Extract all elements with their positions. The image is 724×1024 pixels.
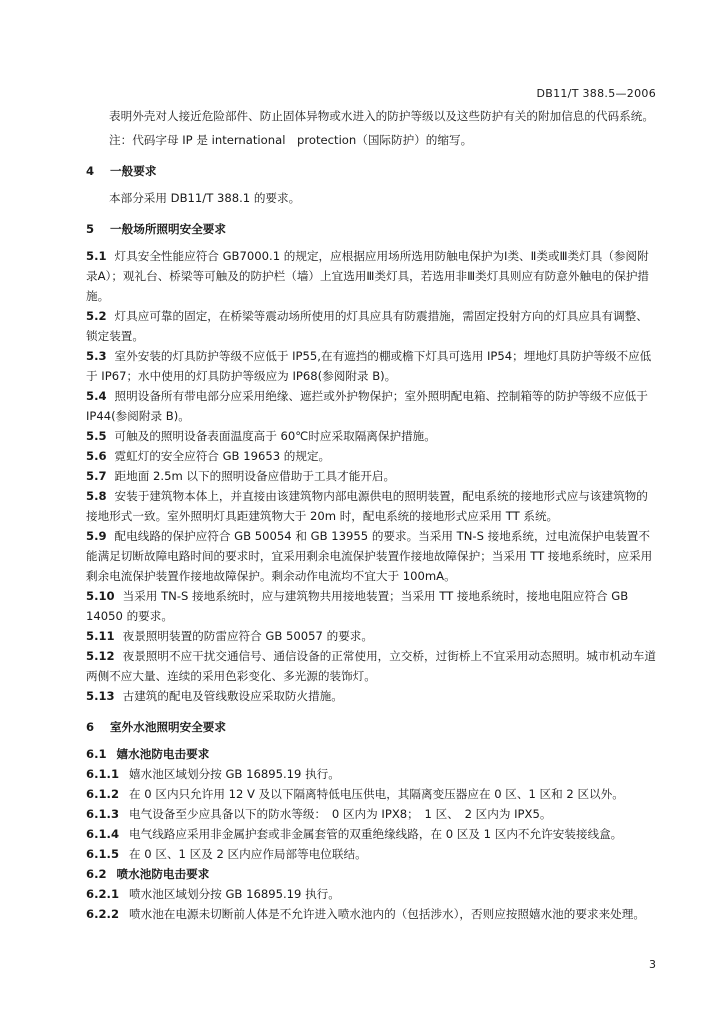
clause-6-1-3: 6.1.3 电气设备至少应具备以下的防水等级： 0 区内为 IPX8； 1 区、 2 区内为 IPX5。 — [86, 807, 552, 821]
section-title: 室外水池照明安全要求 — [110, 720, 226, 734]
intro-note: 注：代码字母 IP 是 international protection（国际防护）的缩写。 — [109, 133, 473, 147]
clause-5-5: 5.5 可触及的照明设备表面温度高于 60℃时应采取隔离保护措施。 — [86, 429, 436, 443]
clause-5-11: 5.11 夜景照明装置的防雷应符合 GB 50057 的要求。 — [86, 629, 373, 643]
clause-5-8: 5.8 安装于建筑物本体上，并直接由该建筑物内部电源供电的照明装置，配电系统的接地形式应与该建筑物的接地形式一致。室外照明灯具距建筑物大于 20m 时，配电系统的接地形式应采用 TT 系统。 — [86, 489, 648, 523]
clause-5-2: 5.2 灯具应可靠的固定，在桥梁等震动场所使用的灯具应具有防震措施，需固定投射方向的灯具应具有调整、锁定装置。 — [86, 309, 648, 343]
section-number: 5 — [86, 222, 95, 236]
clause-6-1-2: 6.1.2 在 0 区内只允许用 12 V 及以下隔离特低电压供电，其隔离变压器应在 0 区、1 区和 2 区以外。 — [86, 787, 624, 801]
section-6-heading — [86, 717, 656, 737]
clause-5-9: 5.9 配电线路的保护应符合 GB 50054 和 GB 13955 的要求。当采用 TN-S 接地系统，过电流保护电装置不能满足切断故障电路时间的要求时，宜采用剩余电流保护装置作接地故障保护；当采用 TT 接地系统时，应采用剩余电流保护装置作接地故障保护。剩余动作电流均不宜大于 100mA。 — [86, 529, 653, 583]
section-number: 4 — [86, 164, 95, 178]
clause-5-7: 5.7 距地面 2.5m 以下的照明设备应借助于工具才能开启。 — [86, 469, 396, 483]
clause-5-3: 5.3 室外安装的灯具防护等级不应低于 IP55,在有遮挡的棚或檐下灯具可选用 IP54；埋地灯具防护等级不应低于 IP67；水中使用的灯具防护等级应为 IP68(参阅附录 B)。 — [86, 349, 652, 383]
section-number: 6 — [86, 720, 95, 734]
section-5-heading — [86, 219, 656, 239]
intro-paragraph: 表明外壳对人接近危险部件、防止固体异物或水进入的防护等级以及这些防护有关的附加信息的代码系统。 — [109, 109, 654, 123]
section-title: 一般场所照明安全要求 — [110, 222, 226, 236]
clause-6-1-1: 6.1.1 嬉水池区域划分按 GB 16895.19 执行。 — [86, 767, 340, 781]
section-4-text: 本部分采用 DB11/T 388.1 的要求。 — [109, 191, 301, 205]
section-title: 一般要求 — [110, 164, 157, 178]
section-4-heading — [86, 161, 656, 181]
clause-5-10: 5.10 当采用 TN-S 接地系统时，应与建筑物共用接地装置；当采用 TT 接地系统时，接地电阻应符合 GB 14050 的要求。 — [86, 589, 629, 623]
clause-6-1-4: 6.1.4 电气线路应采用非金属护套或非金属套管的双重绝缘线路，在 0 区及 1 区内不允许安装接线盒。 — [86, 827, 623, 841]
clause-5-4: 5.4 照明设备所有带电部分应采用绝缘、遮拦或外护物保护；室外照明配电箱、控制箱等的防护等级不应低于 IP44(参阅附录 B)。 — [86, 389, 648, 423]
subsection-6-1-heading: 6.1 嬉水池防电击要求 — [86, 747, 210, 761]
clause-5-12: 5.12 夜景照明不应干扰交通信号、通信设备的正常使用，立交桥，过街桥上不宜采用动态照明。城市机动车道两侧不应大量、连续的采用色彩变化、多光源的装饰灯。 — [86, 649, 656, 683]
document-code: DB11/T 388.5—2006 — [536, 87, 656, 100]
subsection-6-2-heading: 6.2 喷水池防电击要求 — [86, 867, 210, 881]
clause-5-13: 5.13 古建筑的配电及管线敷设应采取防火措施。 — [86, 689, 343, 703]
document-body — [86, 106, 656, 924]
clause-6-2-2: 6.2.2 喷水池在电源未切断前人体是不允许进入喷水池内的（包括涉水），否则应按照嬉水池的要求来处理。 — [86, 907, 645, 921]
clause-6-2-1: 6.2.1 喷水池区域划分按 GB 16895.19 执行。 — [86, 887, 340, 901]
page-number: 3 — [649, 958, 656, 971]
clause-6-1-5: 6.1.5 在 0 区、1 区及 2 区内应作局部等电位联结。 — [86, 847, 367, 861]
clause-5-1: 5.1 灯具安全性能应符合 GB7000.1 的规定，应根据应用场所选用防触电保护为Ⅰ类、Ⅱ类或Ⅲ类灯具（参阅附录A）；观礼台、桥梁等可触及的防护栏（墙）上宜选用Ⅲ类灯具，若选用非Ⅲ类灯具则应有防意外触电的保护措施。 — [86, 249, 650, 303]
clause-5-6: 5.6 霓虹灯的安全应符合 GB 19653 的规定。 — [86, 449, 331, 463]
